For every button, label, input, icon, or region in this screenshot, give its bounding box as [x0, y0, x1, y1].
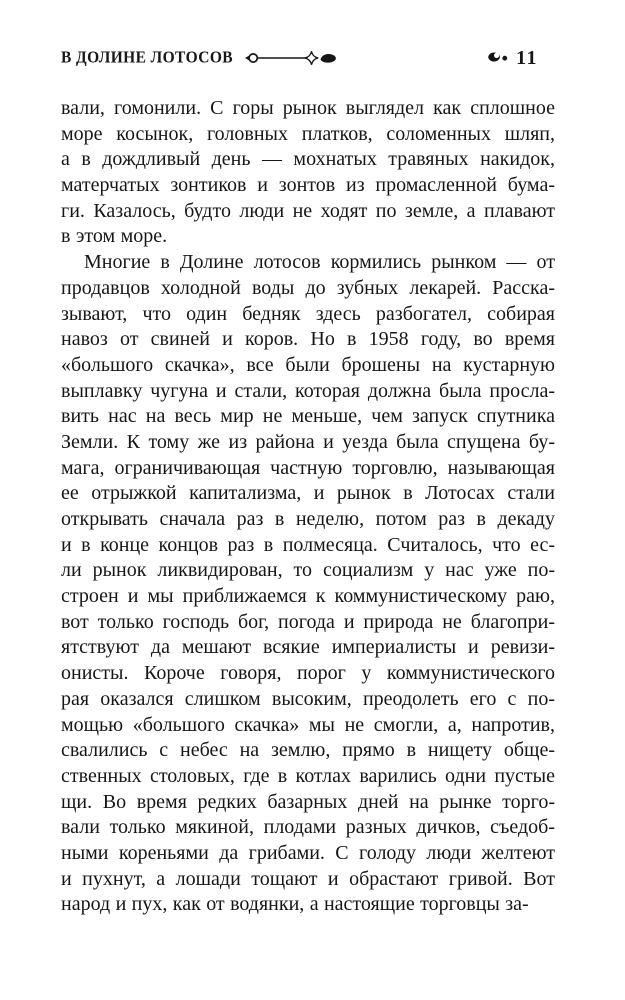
text-line: матерчатых зонтиков и зонтов из промасленной бума-	[61, 174, 555, 197]
text-line: ли рынок ликвидирован, то социализм у нас уже по-	[61, 559, 555, 582]
text-line: ятствуют да мешают всякие империалисты и ревизи-	[61, 636, 555, 659]
text-line: зывают, что один бедняк здесь разбогател, собирая	[61, 302, 555, 325]
text-line: строен и мы приближаемся к коммунистическому раю,	[61, 585, 555, 608]
text-line: открывать сначала раз в неделю, потом раз в декаду	[61, 508, 555, 530]
page-header	[61, 47, 555, 68]
text-line: а в дождливый день — мохнатых травяных накидок,	[61, 148, 555, 171]
text-line: щи. Во время редких базарных дней на рынке торго-	[61, 790, 555, 813]
text-line: ги. Казалось, будто люди не ходят по земле, а плавают	[61, 199, 555, 222]
text-line: ее отрыжкой капитализма, и рынок в Лотосах стали	[61, 482, 555, 505]
text-line: мощью «большого скачка» мы не смогли, а, напротив,	[61, 713, 555, 736]
page-number: 11	[516, 46, 538, 69]
text-line: вали только мякиной, плодами разных дичков, съедоб-	[61, 816, 555, 839]
body-text	[61, 96, 555, 918]
text-line: народ и пух, как от водянки, а настоящие торговцы за-	[61, 893, 529, 916]
text-line: свалились с небес на землю, прямо в нищету обще-	[61, 739, 555, 762]
text-line: море косынок, головных платков, соломенных шляп,	[61, 122, 555, 145]
text-line: вот только господь бог, погода и природа не благопри-	[61, 610, 555, 633]
text-line: вить нас на весь мир не меньше, чем запуск спутника	[61, 405, 555, 428]
header-divider-ornament	[244, 50, 338, 66]
paragraph	[61, 250, 555, 918]
text-line: и в конце концов раз в полмесяца. Считалось, что ес-	[61, 533, 555, 556]
text-line: Земли. К тому же из района и уезда была спущена бу-	[61, 430, 555, 453]
text-line: онисты. Короче говоря, порог у коммунистического	[61, 662, 555, 685]
text-line: в этом море.	[61, 225, 168, 248]
page-number-ornament	[487, 50, 509, 65]
text-line: рая оказался слишком высоким, преодолеть его с по-	[61, 687, 555, 710]
running-title: В ДОЛИНЕ ЛОТОСОВ	[61, 47, 234, 67]
text-line: и пухнут, а лошади тощают и обрастают гривой. Вот	[61, 867, 555, 890]
text-line: мага, ограничивающая частную торговлю, называющая	[61, 456, 555, 479]
text-line: выплавку чугуна и стали, которая должна была просла-	[61, 379, 555, 402]
text-line: ственных столовых, где в котлах варились одни пустые	[61, 764, 555, 787]
text-line: Многие в Долине лотосов кормились рынком — от	[84, 251, 555, 274]
text-line: «большого скачка», все были брошены на кустарную	[61, 353, 555, 376]
text-line: навоз от свиней и коров. Но в 1958 году, во время	[61, 328, 555, 351]
paragraph	[61, 96, 555, 250]
text-line: ными кореньями да грибами. С голоду люди желтеют	[61, 841, 555, 864]
text-line: вали, гомонили. С горы рынок выглядел как сплошное	[61, 97, 555, 119]
text-line: продавцов холодной воды до зубных лекарей. Расска-	[61, 276, 555, 299]
